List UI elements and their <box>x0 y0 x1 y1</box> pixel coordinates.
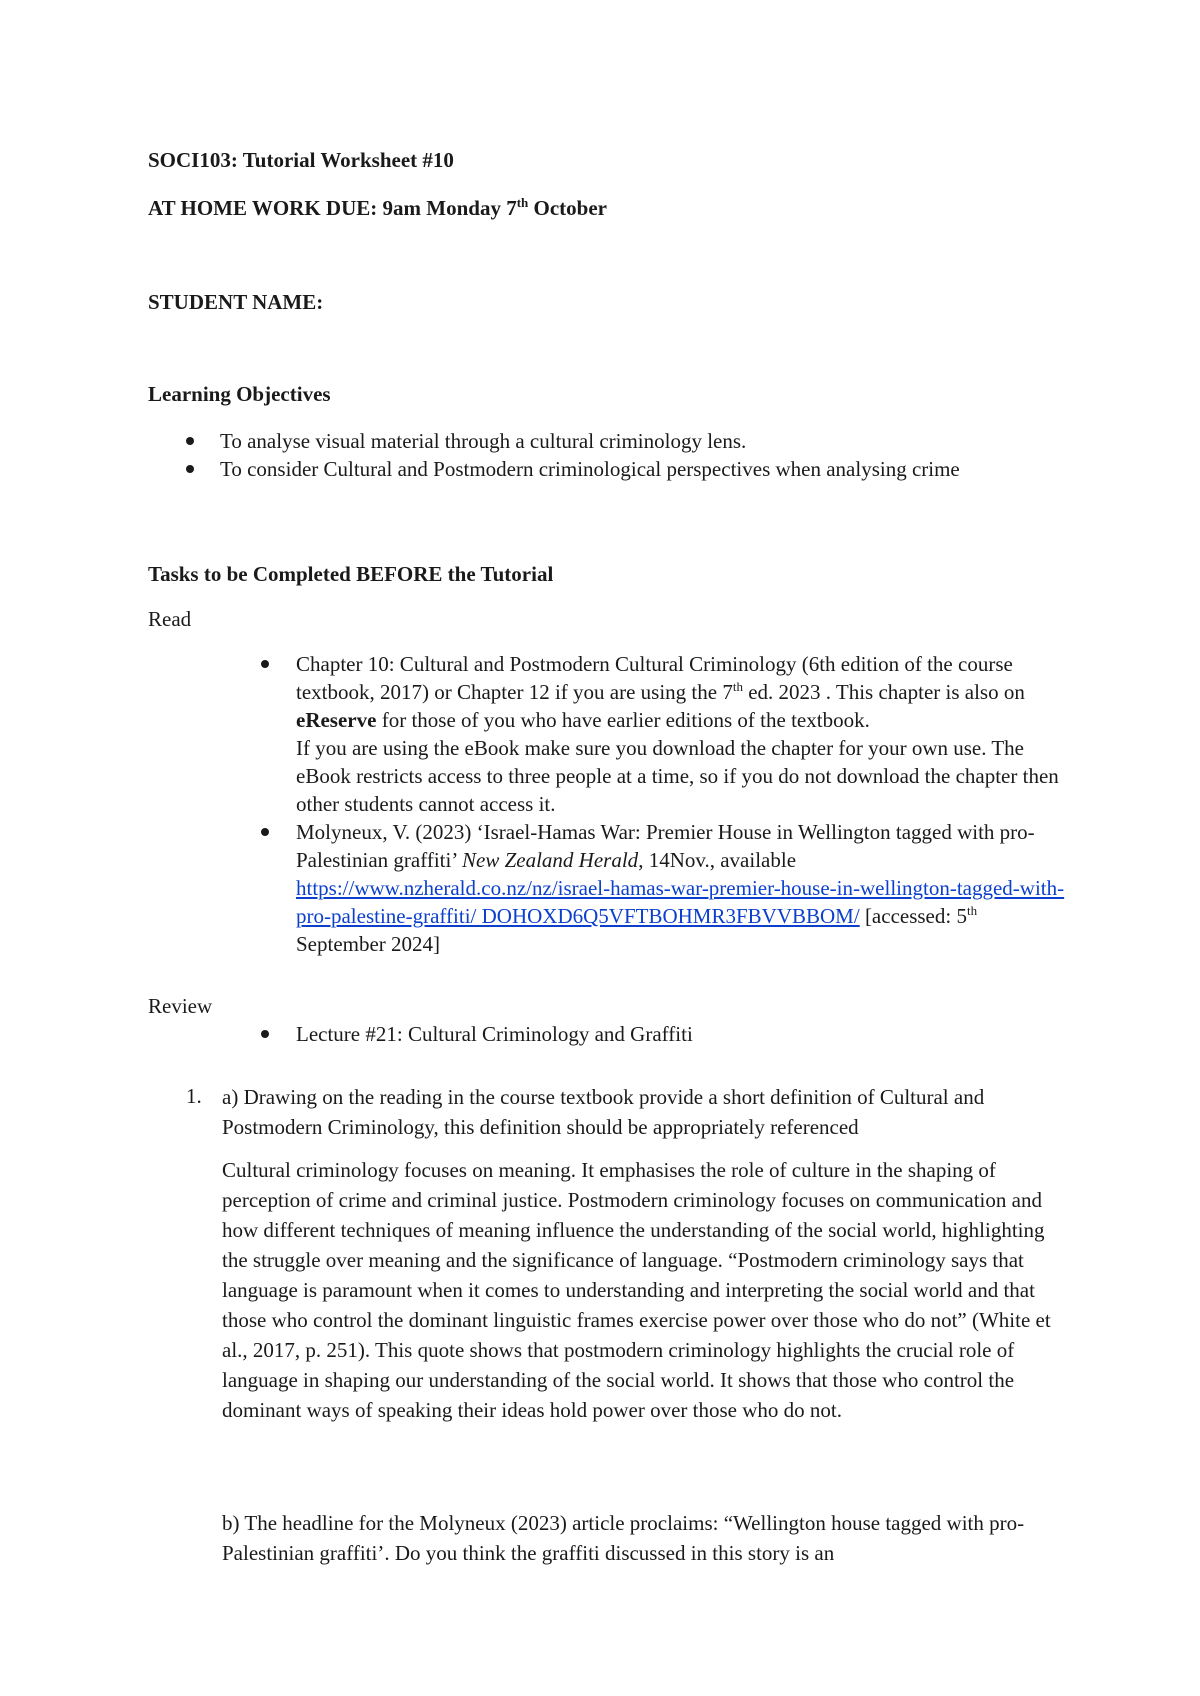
read-label: Read <box>148 607 192 631</box>
bullet-icon <box>261 828 269 836</box>
reading-item-textbook <box>296 650 1071 818</box>
ereserve-label: eReserve <box>296 708 377 732</box>
due-date-suffix: October <box>528 196 607 220</box>
objective-item <box>148 427 1048 455</box>
student-name-label: STUDENT NAME: <box>148 290 324 314</box>
accessed-text-b: September 2024] <box>296 932 441 956</box>
reading-list <box>296 650 1071 958</box>
article-link[interactable]: https://www.nzherald.co.nz/nz/israel-hamas-war-premier-house-in-wellington-tagged-with-pro-palestine-graffiti/ DOHOXD6Q5VFTBOHMR3FBVVBBOM/ <box>296 876 1065 928</box>
due-date-sup: th <box>516 195 529 210</box>
bullet-icon <box>261 660 269 668</box>
worksheet-title: SOCI103: Tutorial Worksheet #10 <box>148 148 454 172</box>
objectives-heading: Learning Objectives <box>148 382 331 406</box>
tasks-heading: Tasks to be Completed BEFORE the Tutorial <box>148 562 554 586</box>
reading1-text-a: Chapter 10: Cultural and Postmodern Cultural Criminology (6th edition of the course textbook, 2017) or Chapter 12 if you are using the 7 <box>296 652 1013 704</box>
objective-text: To consider Cultural and Postmodern criminological perspectives when analysing crime <box>220 457 960 481</box>
ebook-note: If you are using the eBook make sure you download the chapter for your own use. The eBook restricts access to three people at a time, so if you do not download the chapter then other students cannot access it. <box>296 736 1059 816</box>
bullet-icon <box>261 1030 269 1038</box>
reading1-text-b: ed. 2023 . This chapter is also on <box>742 680 1025 704</box>
newspaper-name: New Zealand Herald <box>462 848 639 872</box>
objective-item <box>148 455 1030 483</box>
due-date-prefix: AT HOME WORK DUE: 9am Monday 7 <box>148 196 517 220</box>
review-list <box>296 1020 1071 1048</box>
bullet-icon <box>186 437 194 445</box>
reading2-text-a: Molyneux, V. (2023) ‘Israel-Hamas War: Premier House in Wellington tagged with pro-Palestinian graffiti’ <box>296 820 1035 872</box>
question-1a: a) Drawing on the reading in the course textbook provide a short definition of Cultural and Postmodern Criminology, this definition should be appropriately referenced <box>222 1085 985 1139</box>
accessed-sup: th <box>966 903 978 918</box>
review-label: Review <box>148 994 213 1018</box>
objectives-list <box>148 427 1048 483</box>
review-item-text: Lecture #21: Cultural Criminology and Graffiti <box>296 1022 693 1046</box>
review-item <box>296 1020 1071 1048</box>
objective-text: To analyse visual material through a cultural criminology lens. <box>220 429 747 453</box>
reading1-text-c: for those of you who have earlier editions of the textbook. <box>376 708 870 732</box>
bullet-icon <box>186 465 194 473</box>
reading2-text-b: , 14Nov., available <box>638 848 797 872</box>
accessed-text-a: [accessed: 5 <box>859 904 967 928</box>
reading1-sup: th <box>732 679 743 694</box>
due-date-line <box>148 194 607 222</box>
reading-item-article <box>296 818 1071 958</box>
question-number: 1. <box>186 1084 202 1108</box>
question-1a-answer: Cultural criminology focuses on meaning. It emphasises the role of culture in the shaping of perception of crime and criminal justice. Postmodern criminology focuses on communication and how different techniques of meaning influence the understanding of the social world, highlighting the struggle over meaning and the significance of language. “Postmodern criminology says that language is paramount when it comes to understanding and interpreting the social world and that those who control the dominant linguistic frames exercise power over those who do not” (White et al., 2017, p. 251). This quote shows that postmodern criminology highlights the crucial role of language in shaping our understanding of the social world. It shows that those who control the dominant ways of speaking their ideas hold power over those who do not. <box>222 1158 1051 1422</box>
question-1b: b) The headline for the Molyneux (2023) article proclaims: “Wellington house tagged with pro-Palestinian graffiti’. Do you think the graffiti discussed in this story is an <box>222 1511 1025 1565</box>
